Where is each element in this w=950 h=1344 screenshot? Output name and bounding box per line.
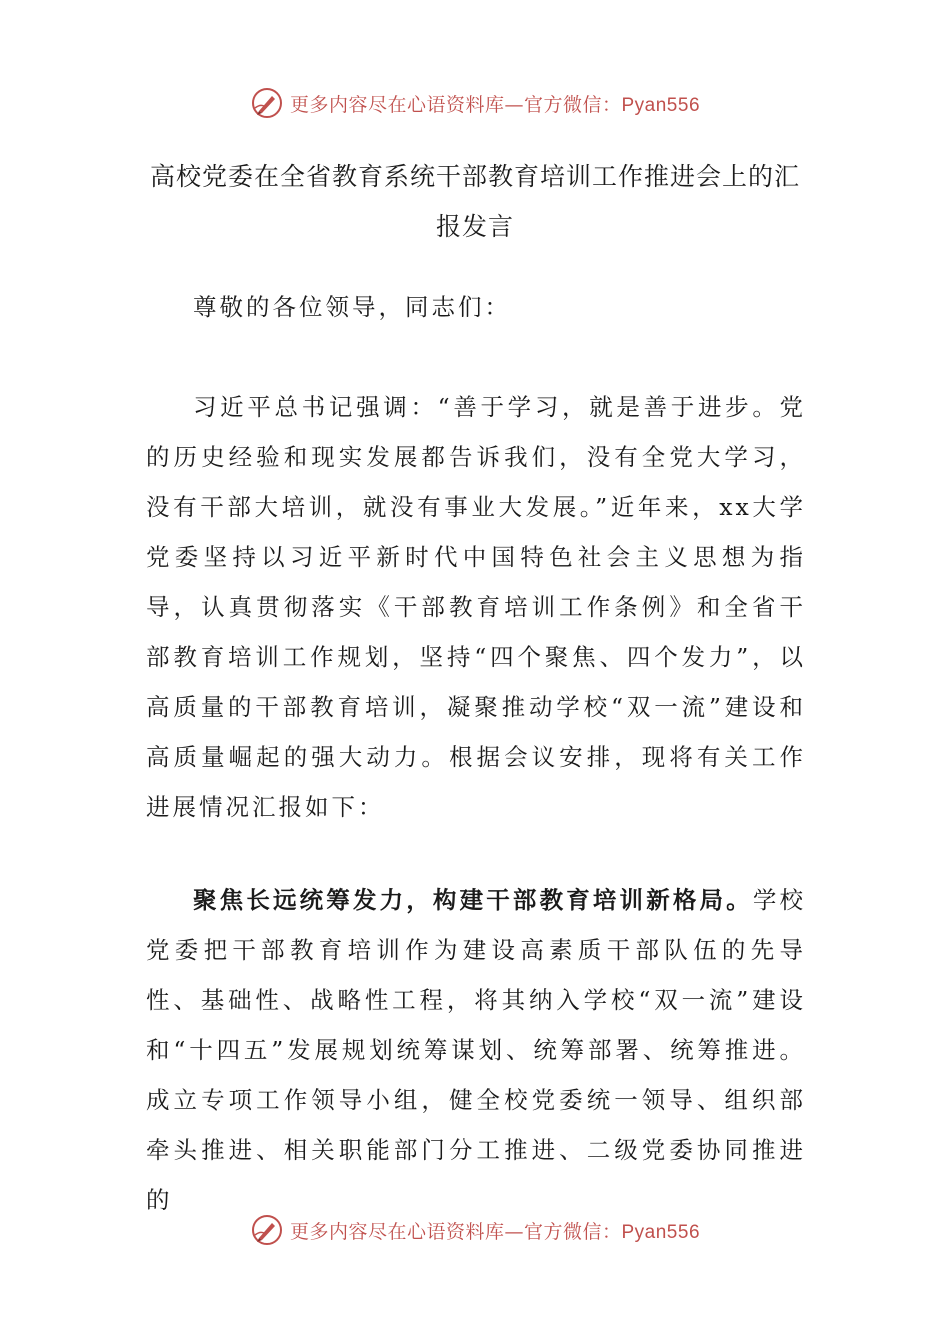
watermark-promo: 更多内容尽在心语资料库 [289, 93, 505, 116]
section-body: 学校党委把干部教育培训作为建设高素质干部队伍的先导性、基础性、战略性工程，将其纳入学校“双一流”建设和“十四五”发展规划统筹谋划、统筹部署、统筹推进。成立专项工作领导小组，健全校党委统一领导、组织部牵头推进、相关职能部门分工推进、二级党委协同推进的 [146, 886, 807, 1214]
footer-watermark [0, 1213, 950, 1247]
pen-logo-icon [250, 1213, 284, 1247]
watermark-label: 官方微信： [523, 93, 622, 116]
watermark-dash: — [504, 93, 524, 116]
pen-logo-icon [250, 86, 284, 120]
section-heading: 聚焦长远统筹发力，构建干部教育培训新格局。 [193, 886, 753, 914]
watermark-promo: 更多内容尽在心语资料库 [289, 1220, 505, 1243]
paragraph-intro: 习近平总书记强调：“善于学习，就是善于进步。党的历史经验和现实发展都告诉我们，没有全党大学习，没有干部大培训，就没有事业大发展。”近年来，xx大学党委坚持以习近平新时代中国特色社会主义思想为指导，认真贯彻落实《干部教育培训工作条例》和全省干部教育培训工作规划，坚持“四个聚焦、四个发力”，以高质量的干部教育培训，凝聚推动学校“双一流”建设和高质量崛起的强大动力。根据会议安排，现将有关工作进展情况汇报如下： [146, 393, 806, 821]
watermark-account: Pyan556 [621, 94, 701, 116]
header-watermark [0, 86, 950, 120]
watermark-label: 官方微信： [523, 1220, 622, 1243]
greeting: 尊敬的各位领导，同志们： [193, 293, 511, 321]
watermark-dash: — [504, 1220, 524, 1243]
document-body [146, 282, 806, 1268]
document-title: 高校党委在全省教育系统干部教育培训工作推进会上的汇报发言 [149, 162, 800, 241]
watermark-account: Pyan556 [621, 1221, 701, 1243]
paragraph-section-1 [146, 875, 806, 1225]
watermark-text [290, 90, 700, 117]
watermark-text [290, 1217, 700, 1244]
